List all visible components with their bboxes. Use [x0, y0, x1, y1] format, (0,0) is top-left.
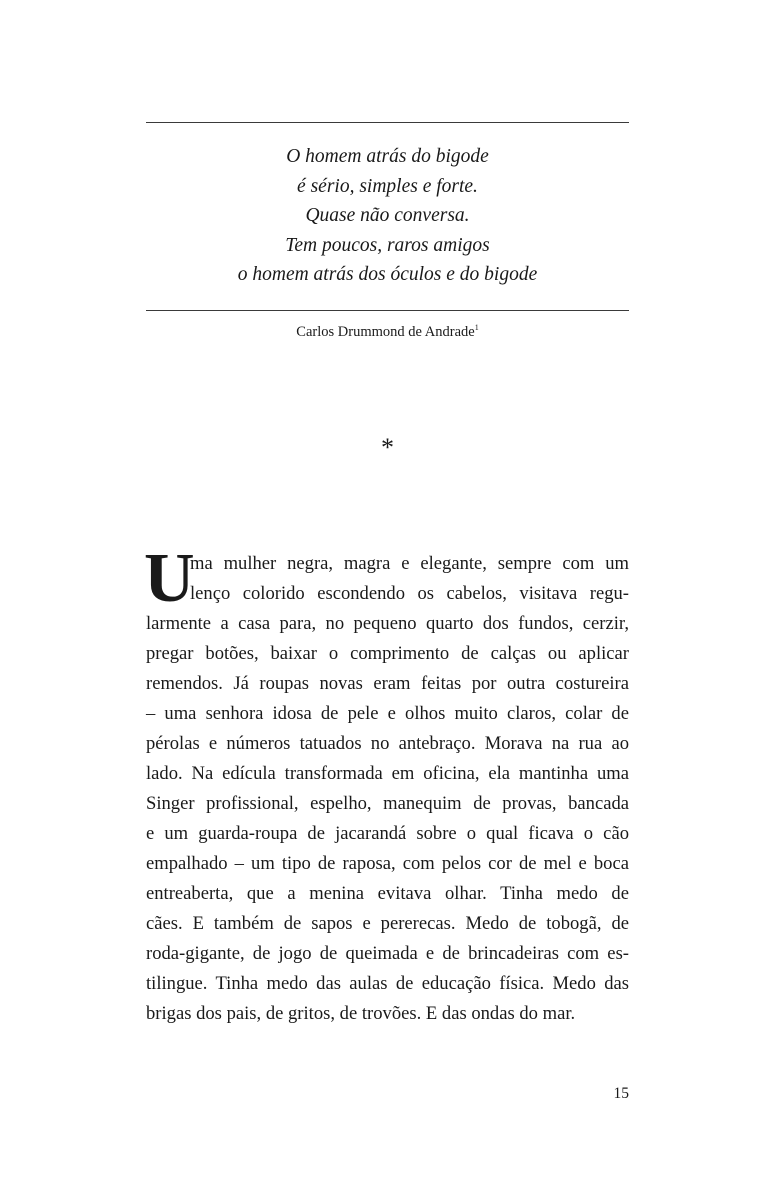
body-line: larmente a casa para, no pequeno quarto dos fundos, cerzir,: [146, 613, 629, 634]
epigraph: [146, 142, 629, 290]
body-line: lado. Na edícula transformada em oficina, ela mantinha uma: [146, 763, 629, 784]
body-line: cães. E também de sapos e pererecas. Medo de tobogã, de: [146, 913, 629, 934]
body-line: – uma senhora idosa de pele e olhos muito claros, colar de: [146, 703, 629, 724]
body-line: empalhado – um tipo de raposa, com pelos cor de mel e boca: [146, 853, 629, 874]
body-line: e um guarda-roupa de jacarandá sobre o qual ficava o cão: [146, 823, 629, 844]
body-line: pregar botões, baixar o comprimento de calças ou aplicar: [146, 643, 629, 664]
drop-cap: U: [144, 549, 195, 609]
epigraph-bottom-rule: [146, 310, 629, 311]
section-separator: *: [381, 433, 394, 462]
body-line: Singer profissional, espelho, manequim de provas, bancada: [146, 793, 629, 814]
body-line: brigas dos pais, de gritos, de trovões. E das ondas do mar.: [146, 1003, 576, 1024]
body-line: lenço colorido escondendo os cabelos, visitava regu-: [190, 583, 629, 604]
chapter-body: [146, 549, 629, 1029]
epigraph-line: o homem atrás dos óculos e do bigode: [237, 264, 538, 285]
epigraph-attribution: [146, 322, 629, 342]
epigraph-line: Tem poucos, raros amigos: [285, 234, 490, 256]
body-line: tilingue. Tinha medo das aulas de educação física. Medo das: [146, 973, 629, 994]
body-line: entreaberta, que a menina evitava olhar. Tinha medo de: [146, 883, 629, 904]
epigraph-line: é sério, simples e forte.: [297, 175, 478, 197]
body-line: remendos. Já roupas novas eram feitas por outra costureira: [146, 673, 629, 694]
epigraph-author: Carlos Drummond de Andrade: [296, 324, 475, 340]
epigraph-line: Quase não conversa.: [305, 205, 470, 226]
footnote-marker: 1: [474, 323, 479, 332]
page-number: 15: [613, 1085, 629, 1102]
body-line: pérolas e números tatuados no antebraço. Morava na rua ao: [146, 733, 629, 754]
epigraph-line: O homem atrás do bigode: [286, 146, 489, 167]
body-line: roda-gigante, de jogo de queimada e de brincadeiras com es-: [146, 943, 629, 964]
body-line: ma mulher negra, magra e elegante, sempre com um: [190, 553, 629, 574]
epigraph-top-rule: [146, 122, 629, 123]
